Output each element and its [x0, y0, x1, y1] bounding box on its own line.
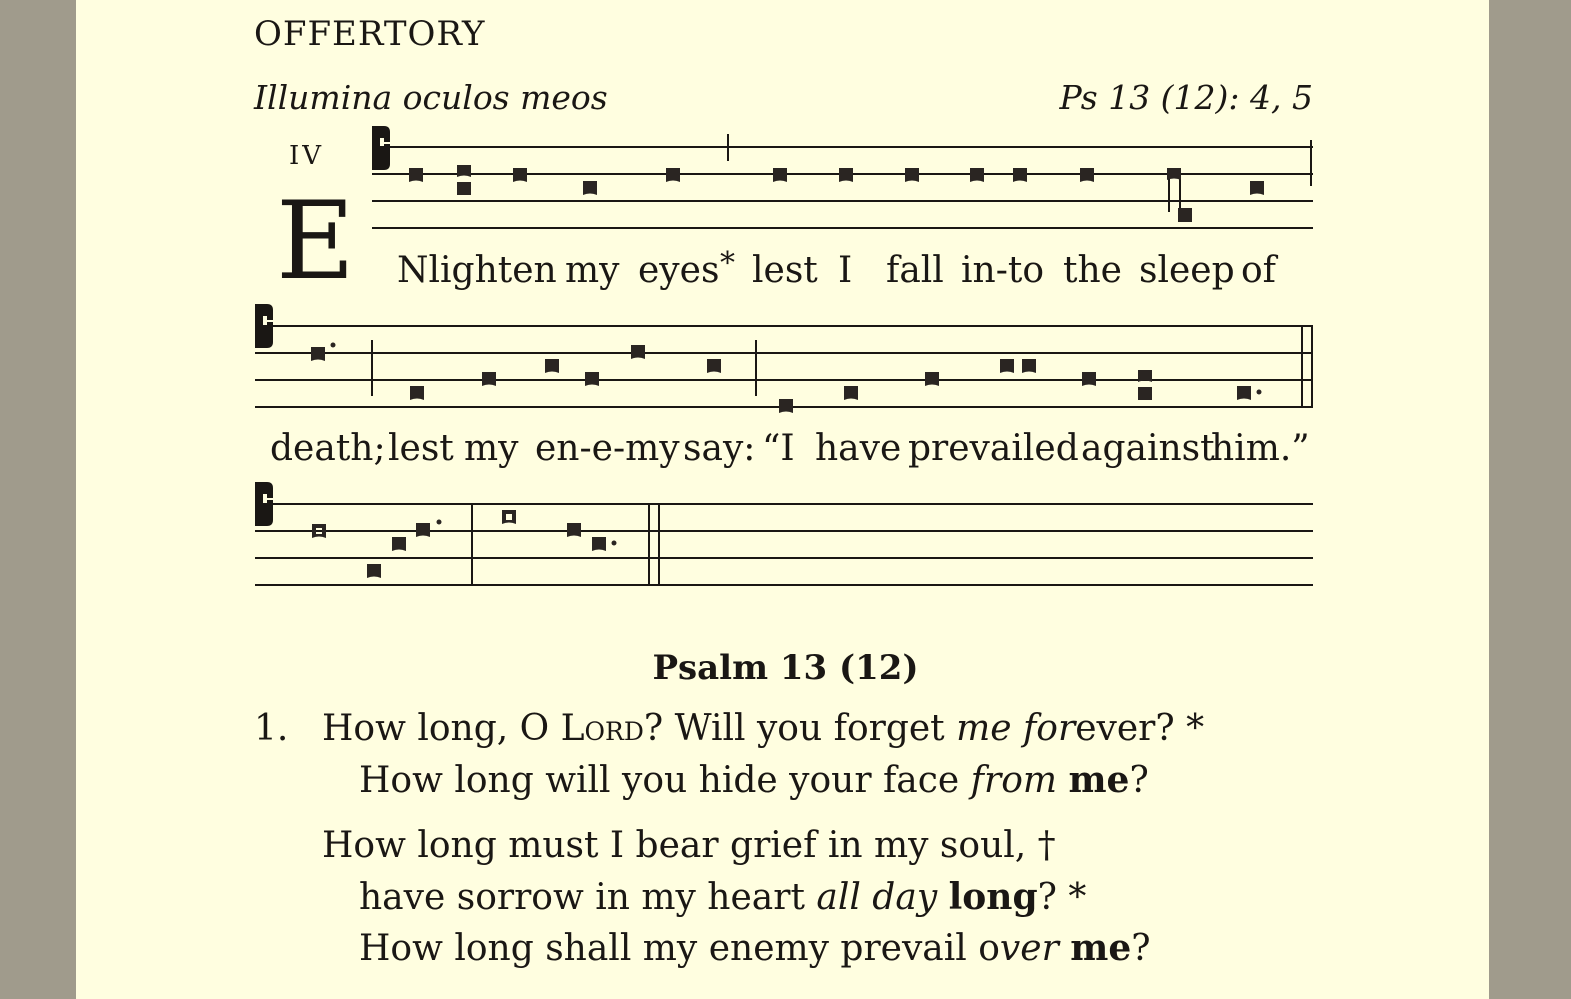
lyric-syllable: in-to	[961, 250, 1045, 291]
lyric-syllable: my	[464, 428, 519, 469]
mode-number: IV	[289, 141, 325, 171]
do-clef-icon	[255, 304, 273, 348]
lyric-syllable: en-e-my	[535, 428, 680, 469]
lyric-syllable: him.”	[1211, 428, 1310, 469]
psalm-reference: Ps 13 (12): 4, 5	[1059, 78, 1313, 117]
verse-number: 1.	[254, 708, 289, 749]
lyric-syllable: lest	[752, 250, 818, 291]
lyric-syllable: lest	[388, 428, 454, 469]
lyric-syllable: sleep	[1139, 250, 1235, 291]
incipit: Illumina oculos meos	[254, 78, 608, 117]
verse-line: have sorrow in my heart all day long? *	[359, 876, 1087, 918]
do-clef-icon	[372, 126, 390, 170]
lyric-syllable: the	[1063, 250, 1122, 291]
lyric-syllable: my	[565, 250, 620, 291]
lyric-syllable: eyes	[638, 250, 720, 291]
section-title: OFFERTORY	[254, 14, 486, 54]
drop-initial: E	[276, 179, 355, 304]
verse-line: How long, O Lord? Will you forget me forever? *	[322, 708, 1205, 749]
verse-line: How long will you hide your face from me?	[359, 759, 1149, 801]
lyric-asterisk: *	[720, 246, 735, 281]
lyric-syllable: of	[1241, 250, 1276, 291]
lyric-syllable: Nlighten	[397, 250, 557, 291]
lyric-syllable: death;	[270, 428, 386, 469]
lyric-syllable: I	[838, 250, 853, 291]
lyric-syllable: “I	[762, 428, 795, 469]
verse-line: How long must I bear grief in my soul, †	[322, 825, 1056, 866]
neumes-line-3	[312, 510, 617, 578]
lyric-syllable: say:	[683, 428, 756, 469]
staff-system-3	[255, 504, 1313, 585]
lyric-syllable: fall	[886, 250, 944, 291]
do-clef-icon	[255, 482, 273, 526]
verse-line: How long shall my enemy prevail over me?	[359, 927, 1151, 969]
lyric-syllable: prevailed	[908, 428, 1079, 469]
lyric-syllable: against	[1081, 428, 1215, 469]
lyric-syllable: have	[815, 428, 902, 469]
psalm-heading: Psalm 13 (12)	[652, 648, 919, 688]
